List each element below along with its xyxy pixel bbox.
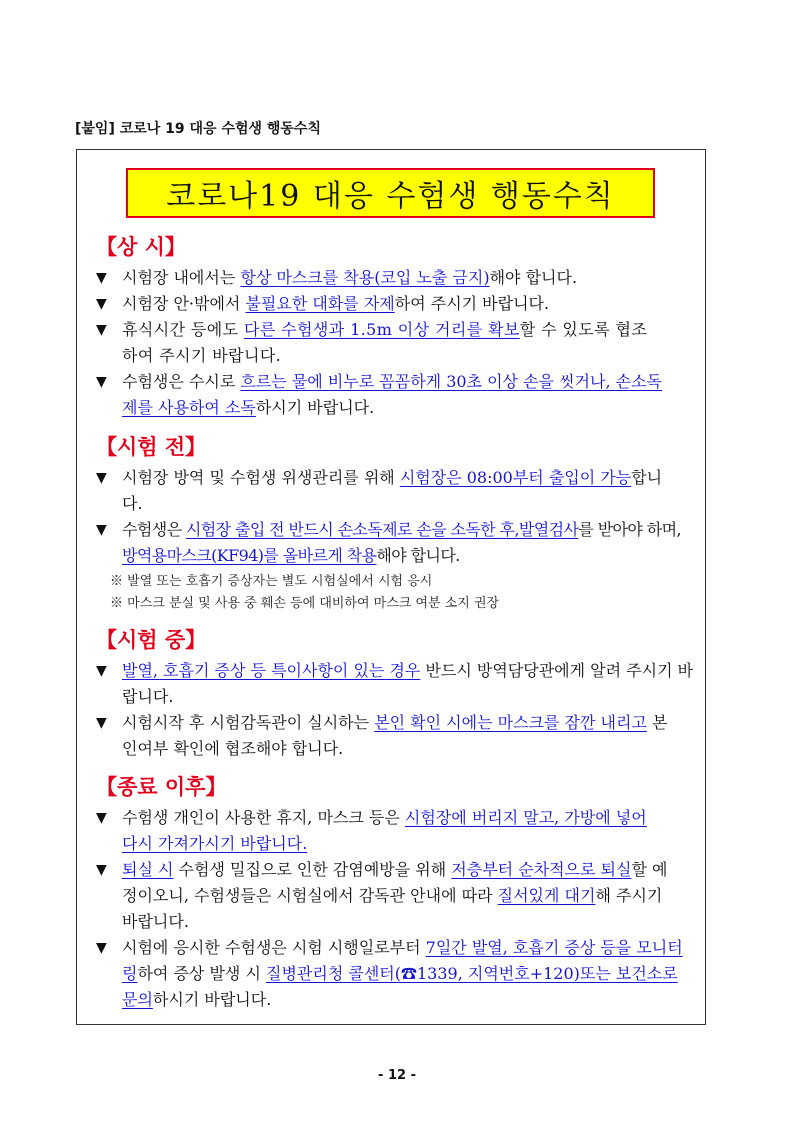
list-item: ▼ 시험에 응시한 수험생은 시험 시행일로부터 7일간 발열, 호흡기 증상 등을 모니터링하여 증상 발생 시 질병관리청 콜센터(☎1339, 지역번호+120)또는 보건소로 문의하시기 바랍니다.: [96, 935, 696, 1013]
list-item: ▼ 시험장 내에서는 항상 마스크를 착용(코입 노출 금지)해야 합니다.: [96, 265, 696, 291]
list-item: ▼ 발열, 호흡기 증상 등 특이사항이 있는 경우 반드시 방역담당관에게 알려 주시기 바랍니다.: [96, 658, 696, 710]
note-text: ※ 마스크 분실 및 사용 중 훼손 등에 대비하여 마스크 여분 소지 권장: [110, 596, 500, 611]
list-item: ▼ 시험장 방역 및 수험생 위생관리를 위해 시험장은 08:00부터 출입이 가능합니다.: [96, 465, 696, 517]
section-title-after-exam: 【종료 이후】: [96, 775, 227, 799]
bullet-triangle-icon: ▼: [96, 522, 107, 538]
bullet-triangle-icon: ▼: [96, 374, 107, 390]
list-item: ▼ 휴식시간 등에도 다른 수험생과 1.5m 이상 거리를 확보할 수 있도록 협조하여 주시기 바랍니다.: [96, 317, 696, 369]
attachment-title: [붙임] 코로나 19 대응 수험생 행동수칙: [75, 121, 321, 137]
bullet-triangle-icon: ▼: [96, 322, 107, 338]
bullet-triangle-icon: ▼: [96, 862, 107, 878]
section-title-before-exam: 【시험 전】: [96, 435, 207, 459]
headline-text: 코로나19 대응 수험생 행동수칙: [166, 179, 615, 214]
list-item: ▼ 수험생은 수시로 흐르는 물에 비누로 꼼꼼하게 30초 이상 손을 씻거나, 손소독제를 사용하여 소독하시기 바랍니다.: [96, 369, 696, 421]
section-title-during-exam: 【시험 중】: [96, 628, 207, 652]
list-item: ▼ 퇴실 시 수험생 밀집으로 인한 감염예방을 위해 저층부터 순차적으로 퇴실할 예정이오니, 수험생들은 시험실에서 감독관 안내에 따라 질서있게 대기해 주시기 바랍니다.: [96, 857, 696, 935]
list-item: ▼ 시험시작 후 시험감독관이 실시하는 본인 확인 시에는 마스크를 잠깐 내리고 본인여부 확인에 협조해야 합니다.: [96, 710, 696, 762]
headline-box: [126, 168, 655, 218]
bullet-triangle-icon: ▼: [96, 470, 107, 486]
section-title-always: 【상 시】: [96, 235, 186, 259]
bullet-triangle-icon: ▼: [96, 715, 107, 731]
list-item: ▼ 수험생 개인이 사용한 휴지, 마스크 등은 시험장에 버리지 말고, 가방에 넣어 다시 가져가시기 바랍니다.: [96, 805, 696, 857]
bullet-triangle-icon: ▼: [96, 270, 107, 286]
bullet-triangle-icon: ▼: [96, 810, 107, 826]
bullet-triangle-icon: ▼: [96, 663, 107, 679]
list-item: ▼ 수험생은 시험장 출입 전 반드시 손소독제로 손을 소독한 후,발열검사를 받아야 하며, 방역용마스크(KF94)를 올바르게 착용해야 합니다.: [96, 517, 696, 569]
note-text: ※ 발열 또는 호흡기 증상자는 별도 시험실에서 시험 응시: [110, 574, 433, 589]
bullet-triangle-icon: ▼: [96, 940, 107, 956]
list-item: ▼ 시험장 안·밖에서 불필요한 대화를 자제하여 주시기 바랍니다.: [96, 291, 696, 317]
page-number: - 12 -: [378, 1068, 416, 1083]
bullet-triangle-icon: ▼: [96, 296, 107, 312]
